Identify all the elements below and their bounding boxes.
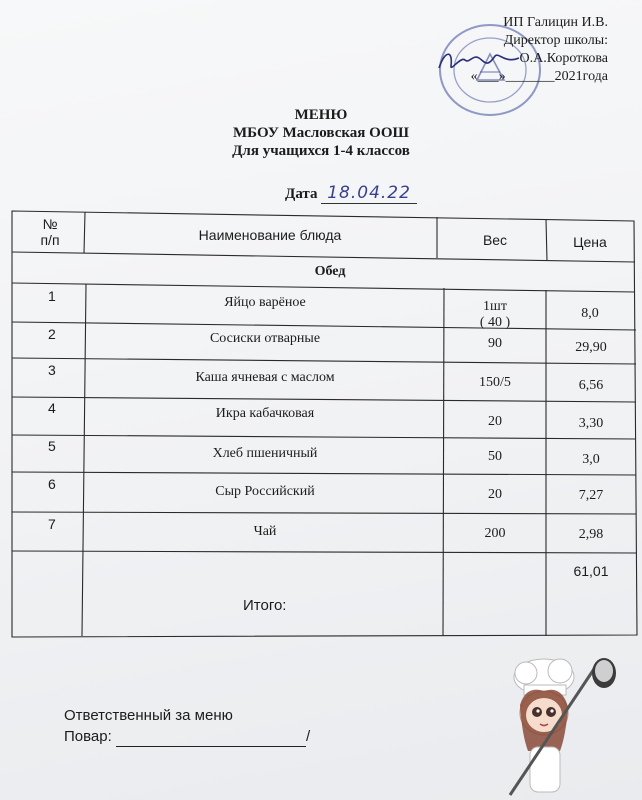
cook-signature-line (116, 732, 306, 747)
footer (64, 705, 310, 747)
date-label: Дата (285, 186, 318, 202)
row-num: 4 (48, 400, 56, 416)
row-name: Каша ячневая с маслом (195, 370, 335, 385)
approval-line-4: «___»_______2021года (470, 69, 608, 84)
row-name: Сосиски отварные (209, 331, 321, 346)
approval-line-2: Директор школы: (503, 33, 608, 48)
row-name: Сыр Российский (215, 484, 315, 499)
header-weight: Вес (482, 232, 508, 248)
row-weight: 200 (484, 526, 506, 541)
row-price: 7,27 (578, 488, 604, 503)
row-price: 6,56 (578, 378, 604, 393)
row-name: Хлеб пшеничный (212, 446, 318, 461)
cook-label: Повар: (64, 728, 112, 745)
row-name: Чай (253, 524, 277, 539)
header-name: Наименование блюда (198, 227, 342, 243)
approval-block (471, 14, 608, 86)
row-price: 8,0 (581, 306, 599, 321)
date-row (285, 183, 417, 203)
row-weight: 1шт ( 40 ) (479, 299, 511, 330)
header-num: № п/п (40, 216, 60, 248)
date-value: 18.04.22 (321, 183, 417, 204)
row-weight: 90 (488, 336, 502, 351)
row-weight: 50 (488, 449, 502, 464)
approval-line-3: О.А.Короткова (519, 51, 608, 66)
row-price: 29,90 (575, 340, 607, 355)
cook-end: / (305, 728, 311, 745)
total-label: Итого: (243, 597, 287, 614)
row-weight: 20 (488, 487, 502, 502)
row-num: 2 (48, 326, 56, 342)
row-num: 3 (48, 362, 56, 378)
row-price: 3,0 (582, 452, 600, 467)
title-school: МБОУ Масловская ООШ (233, 125, 409, 141)
row-num: 1 (48, 288, 56, 304)
row-num: 6 (48, 476, 56, 492)
chef-girl-icon (500, 655, 620, 800)
row-name: Икра кабачковая (215, 406, 315, 421)
title-classes: Для учащихся 1-4 классов (232, 143, 410, 159)
row-price: 2,98 (578, 527, 604, 542)
title-menu: МЕНЮ (294, 107, 348, 123)
row-num: 5 (48, 438, 56, 454)
approval-line-1: ИП Галицин И.В. (503, 15, 608, 30)
row-name: Яйцо варёное (224, 295, 306, 310)
section-lunch: Обед (314, 264, 346, 279)
row-num: 7 (48, 516, 56, 532)
row-price: 3,30 (578, 416, 604, 431)
total-value: 61,01 (573, 563, 609, 579)
row-weight: 20 (488, 414, 502, 429)
row-weight: 150/5 (479, 375, 511, 390)
header-price: Цена (573, 234, 607, 250)
cook-row (64, 726, 310, 747)
responsible-label: Ответственный за меню (64, 707, 233, 724)
